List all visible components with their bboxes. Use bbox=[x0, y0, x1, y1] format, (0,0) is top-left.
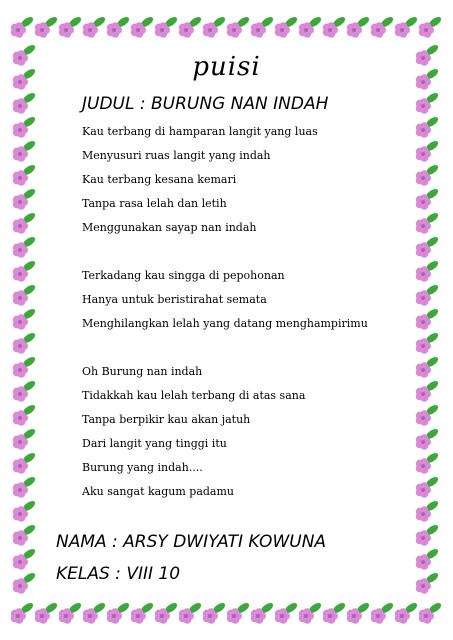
poem-line: Aku sangat kagum padamu bbox=[82, 485, 234, 498]
flower-border-left bbox=[10, 42, 40, 598]
flower-icon bbox=[131, 15, 155, 38]
flower-icon bbox=[251, 15, 275, 38]
flower-icon bbox=[13, 451, 37, 474]
flower-icon bbox=[13, 547, 37, 570]
flower-icon bbox=[83, 15, 107, 38]
flower-icon bbox=[323, 15, 347, 38]
poem-line: Kau terbang kesana kemari bbox=[82, 173, 237, 186]
poem-body bbox=[82, 124, 368, 508]
flower-icon bbox=[155, 15, 179, 38]
poem-line: Oh Burung nan indah bbox=[82, 365, 203, 378]
flower-icon bbox=[107, 601, 131, 624]
flower-icon bbox=[35, 15, 59, 38]
stanza-break bbox=[82, 340, 368, 364]
flower-icon bbox=[13, 259, 37, 282]
flower-border-right bbox=[413, 42, 443, 598]
flower-icon bbox=[416, 547, 440, 570]
stanza-break bbox=[82, 244, 368, 268]
flower-icon bbox=[419, 15, 443, 38]
flower-icon bbox=[179, 15, 203, 38]
flower-border-bottom bbox=[10, 598, 443, 628]
flower-icon bbox=[59, 15, 83, 38]
poem-title: JUDUL : BURUNG NAN INDAH bbox=[82, 94, 329, 114]
flower-icon bbox=[13, 499, 37, 522]
flower-icon bbox=[155, 601, 179, 624]
flower-icon bbox=[275, 601, 299, 624]
flower-icon bbox=[203, 601, 227, 624]
flower-icon bbox=[13, 283, 37, 306]
flower-icon bbox=[416, 211, 440, 234]
author-class: KELAS : VIII 10 bbox=[56, 564, 181, 584]
flower-icon bbox=[416, 139, 440, 162]
flower-icon bbox=[416, 259, 440, 282]
flower-icon bbox=[11, 15, 35, 38]
flower-icon bbox=[251, 601, 275, 624]
flower-icon bbox=[107, 15, 131, 38]
flower-icon bbox=[299, 601, 323, 624]
flower-icon bbox=[13, 307, 37, 330]
flower-icon bbox=[416, 115, 440, 138]
flower-icon bbox=[13, 163, 37, 186]
flower-icon bbox=[13, 115, 37, 138]
poem-line: Menyusuri ruas langit yang indah bbox=[82, 149, 271, 162]
flower-icon bbox=[83, 601, 107, 624]
flower-icon bbox=[416, 91, 440, 114]
flower-icon bbox=[13, 571, 37, 594]
flower-icon bbox=[275, 15, 299, 38]
flower-icon bbox=[347, 601, 371, 624]
flower-icon bbox=[179, 601, 203, 624]
flower-icon bbox=[13, 331, 37, 354]
flower-icon bbox=[203, 15, 227, 38]
flower-icon bbox=[13, 355, 37, 378]
poem-line: Menggunakan sayap nan indah bbox=[82, 221, 257, 234]
flower-icon bbox=[395, 601, 419, 624]
poem-line: Burung yang indah.... bbox=[82, 461, 203, 474]
flower-icon bbox=[416, 235, 440, 258]
poem-line: Tidakkah kau lelah terbang di atas sana bbox=[82, 389, 306, 402]
flower-icon bbox=[371, 15, 395, 38]
page-title: puisi bbox=[192, 52, 261, 82]
poem-line: Hanya untuk beristirahat semata bbox=[82, 293, 267, 306]
flower-icon bbox=[13, 187, 37, 210]
flower-icon bbox=[416, 571, 440, 594]
flower-icon bbox=[13, 427, 37, 450]
poem-line: Tanpa berpikir kau akan jatuh bbox=[82, 413, 251, 426]
flower-icon bbox=[227, 15, 251, 38]
flower-icon bbox=[323, 601, 347, 624]
poem-line: Menghilangkan lelah yang datang menghampirimu bbox=[82, 317, 368, 330]
poem-line: Kau terbang di hamparan langit yang luas bbox=[82, 125, 318, 138]
flower-icon bbox=[416, 355, 440, 378]
flower-icon bbox=[416, 523, 440, 546]
flower-icon bbox=[347, 15, 371, 38]
author-name: NAMA : ARSY DWIYATI KOWUNA bbox=[56, 532, 327, 552]
poem-line: Terkadang kau singga di pepohonan bbox=[82, 269, 285, 282]
flower-icon bbox=[13, 211, 37, 234]
flower-icon bbox=[13, 235, 37, 258]
flower-icon bbox=[416, 499, 440, 522]
flower-icon bbox=[416, 307, 440, 330]
flower-icon bbox=[227, 601, 251, 624]
flower-icon bbox=[416, 283, 440, 306]
flower-icon bbox=[416, 331, 440, 354]
poem-line: Dari langit yang tinggi itu bbox=[82, 437, 227, 450]
flower-icon bbox=[13, 139, 37, 162]
flower-icon bbox=[416, 403, 440, 426]
flower-icon bbox=[419, 601, 443, 624]
flower-icon bbox=[13, 379, 37, 402]
flower-icon bbox=[371, 601, 395, 624]
flower-icon bbox=[395, 15, 419, 38]
flower-border-top bbox=[10, 12, 443, 42]
flower-icon bbox=[416, 427, 440, 450]
flower-icon bbox=[13, 91, 37, 114]
flower-icon bbox=[13, 523, 37, 546]
flower-icon bbox=[13, 475, 37, 498]
flower-icon bbox=[131, 601, 155, 624]
flower-icon bbox=[416, 379, 440, 402]
flower-icon bbox=[13, 403, 37, 426]
flower-icon bbox=[416, 475, 440, 498]
flower-icon bbox=[11, 601, 35, 624]
poem-line: Tanpa rasa lelah dan letih bbox=[82, 197, 227, 210]
flower-icon bbox=[35, 601, 59, 624]
flower-icon bbox=[416, 163, 440, 186]
flower-icon bbox=[416, 451, 440, 474]
flower-icon bbox=[299, 15, 323, 38]
flower-icon bbox=[59, 601, 83, 624]
flower-icon bbox=[416, 187, 440, 210]
